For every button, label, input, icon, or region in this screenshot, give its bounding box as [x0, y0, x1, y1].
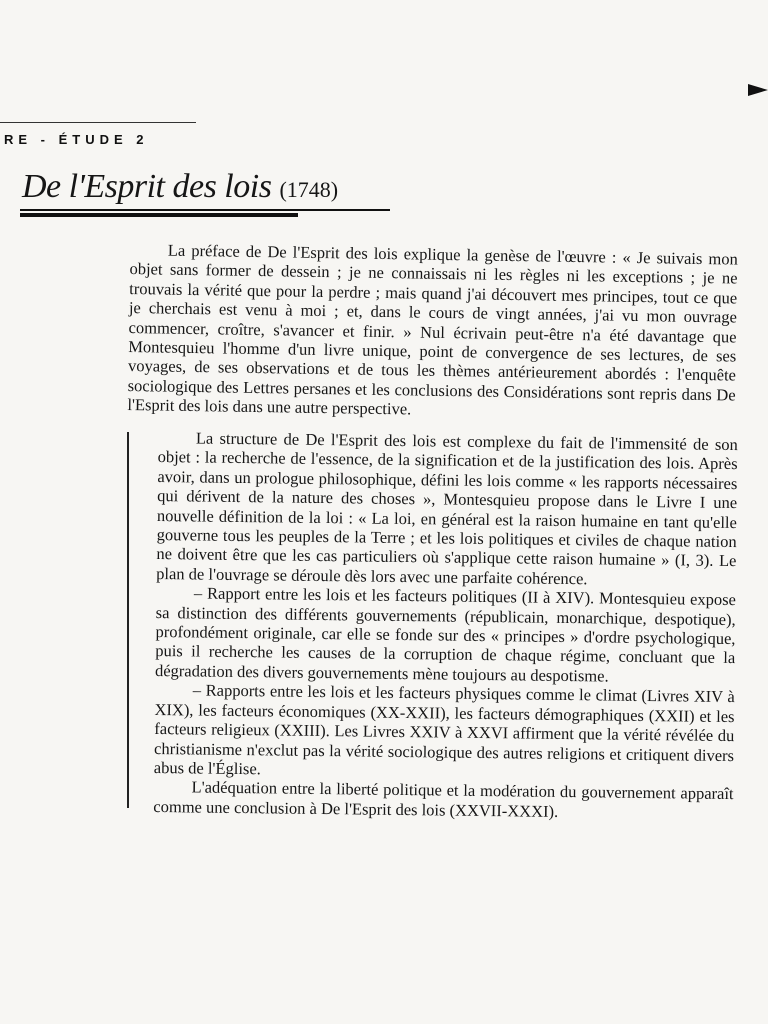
title-underline [20, 209, 390, 211]
physical-factors-paragraph: – Rapports entre les lois et les facteurs physiques comme le climat (Livres XIV à XIX), les facteurs économiques (XX-XXII), les facteurs démographiques (XXII) et les facteurs religieux (XXIII). Les Livres XXIV à XXVI affirment que la vérité révélée du christianisme n'exclut pas la vérité sociologique des autres religions et critiquent divers abus de l'Église. [153, 680, 735, 779]
title-underline-thick [20, 213, 298, 217]
structure-section [153, 428, 738, 823]
conclusion-paragraph: L'adéquation entre la liberté politique et la modération du gouvernement apparaît comme une conclusion à De l'Esprit des lois (XXVII-XXXI). [153, 777, 734, 821]
page-edge-marker [748, 84, 768, 96]
preface-paragraph: La préface de De l'Esprit des lois explique la genèse de l'œuvre : « Je suivais mon objet sans former de dessein ; je ne connaissais ni les règles ni les exceptions ; je ne trouvais la vérité que pour la perdre ; mais quand j'ai découvert mes principes, tout ce que je cherchais est venu à moi ; et, dans le cours de vingt années, j'ai vu mon ouvrage commencer, croître, s'avancer et finir. » Nul écrivain peut-être n'a été davantage que Montesquieu l'homme d'un livre unique, point de convergence de ses lectures, de ses voyages, de ses observations et de tous les thèmes antérieurement abordés : l'enquête sociologique des Lettres persanes et les conclusions des Considérations sont repris dans De l'Esprit des lois dans une autre perspective. [127, 240, 738, 419]
political-factors-paragraph: – Rapport entre les lois et les facteurs politiques (II à XIV). Montesquieu expose sa distinction des différents gouvernements (républicain, monarchique, despotique), profondément originale, car elle se fonde sur des « principes » d'ordre psychologique, puis il recherche les causes de la corruption de chaque régime, concluant que la dégradation des divers gouvernements mène toujours au despotisme. [154, 583, 737, 686]
page-title [22, 170, 338, 204]
running-head: RE - ÉTUDE 2 [4, 132, 149, 147]
title-year: (1748) [279, 177, 339, 202]
structure-paragraph: La structure de De l'Esprit des lois est complexe du fait de l'immensité de son objet : la recherche de l'essence, de la signification et de la justification des lois. Après avoir, dans un prologue philosophique, défini les lois comme « les rapports nécessaires qui dérivent de la nature des choses », Montesquieu propose dans le Livre I une nouvelle définition de la loi : « La loi, en général est la raison humaine en tant qu'elle gouverne tous les peuples de la Terre ; et les lois politiques et civiles de chaque nation ne doivent être que les cas particuliers où s'applique cette raison humaine » (I, 3). Le plan de l'ouvrage se déroule dès lors avec une parfaite cohérence. [156, 428, 738, 589]
header-rule [0, 122, 196, 123]
title-main: De l'Esprit des lois [22, 168, 272, 205]
margin-bar [127, 432, 129, 808]
